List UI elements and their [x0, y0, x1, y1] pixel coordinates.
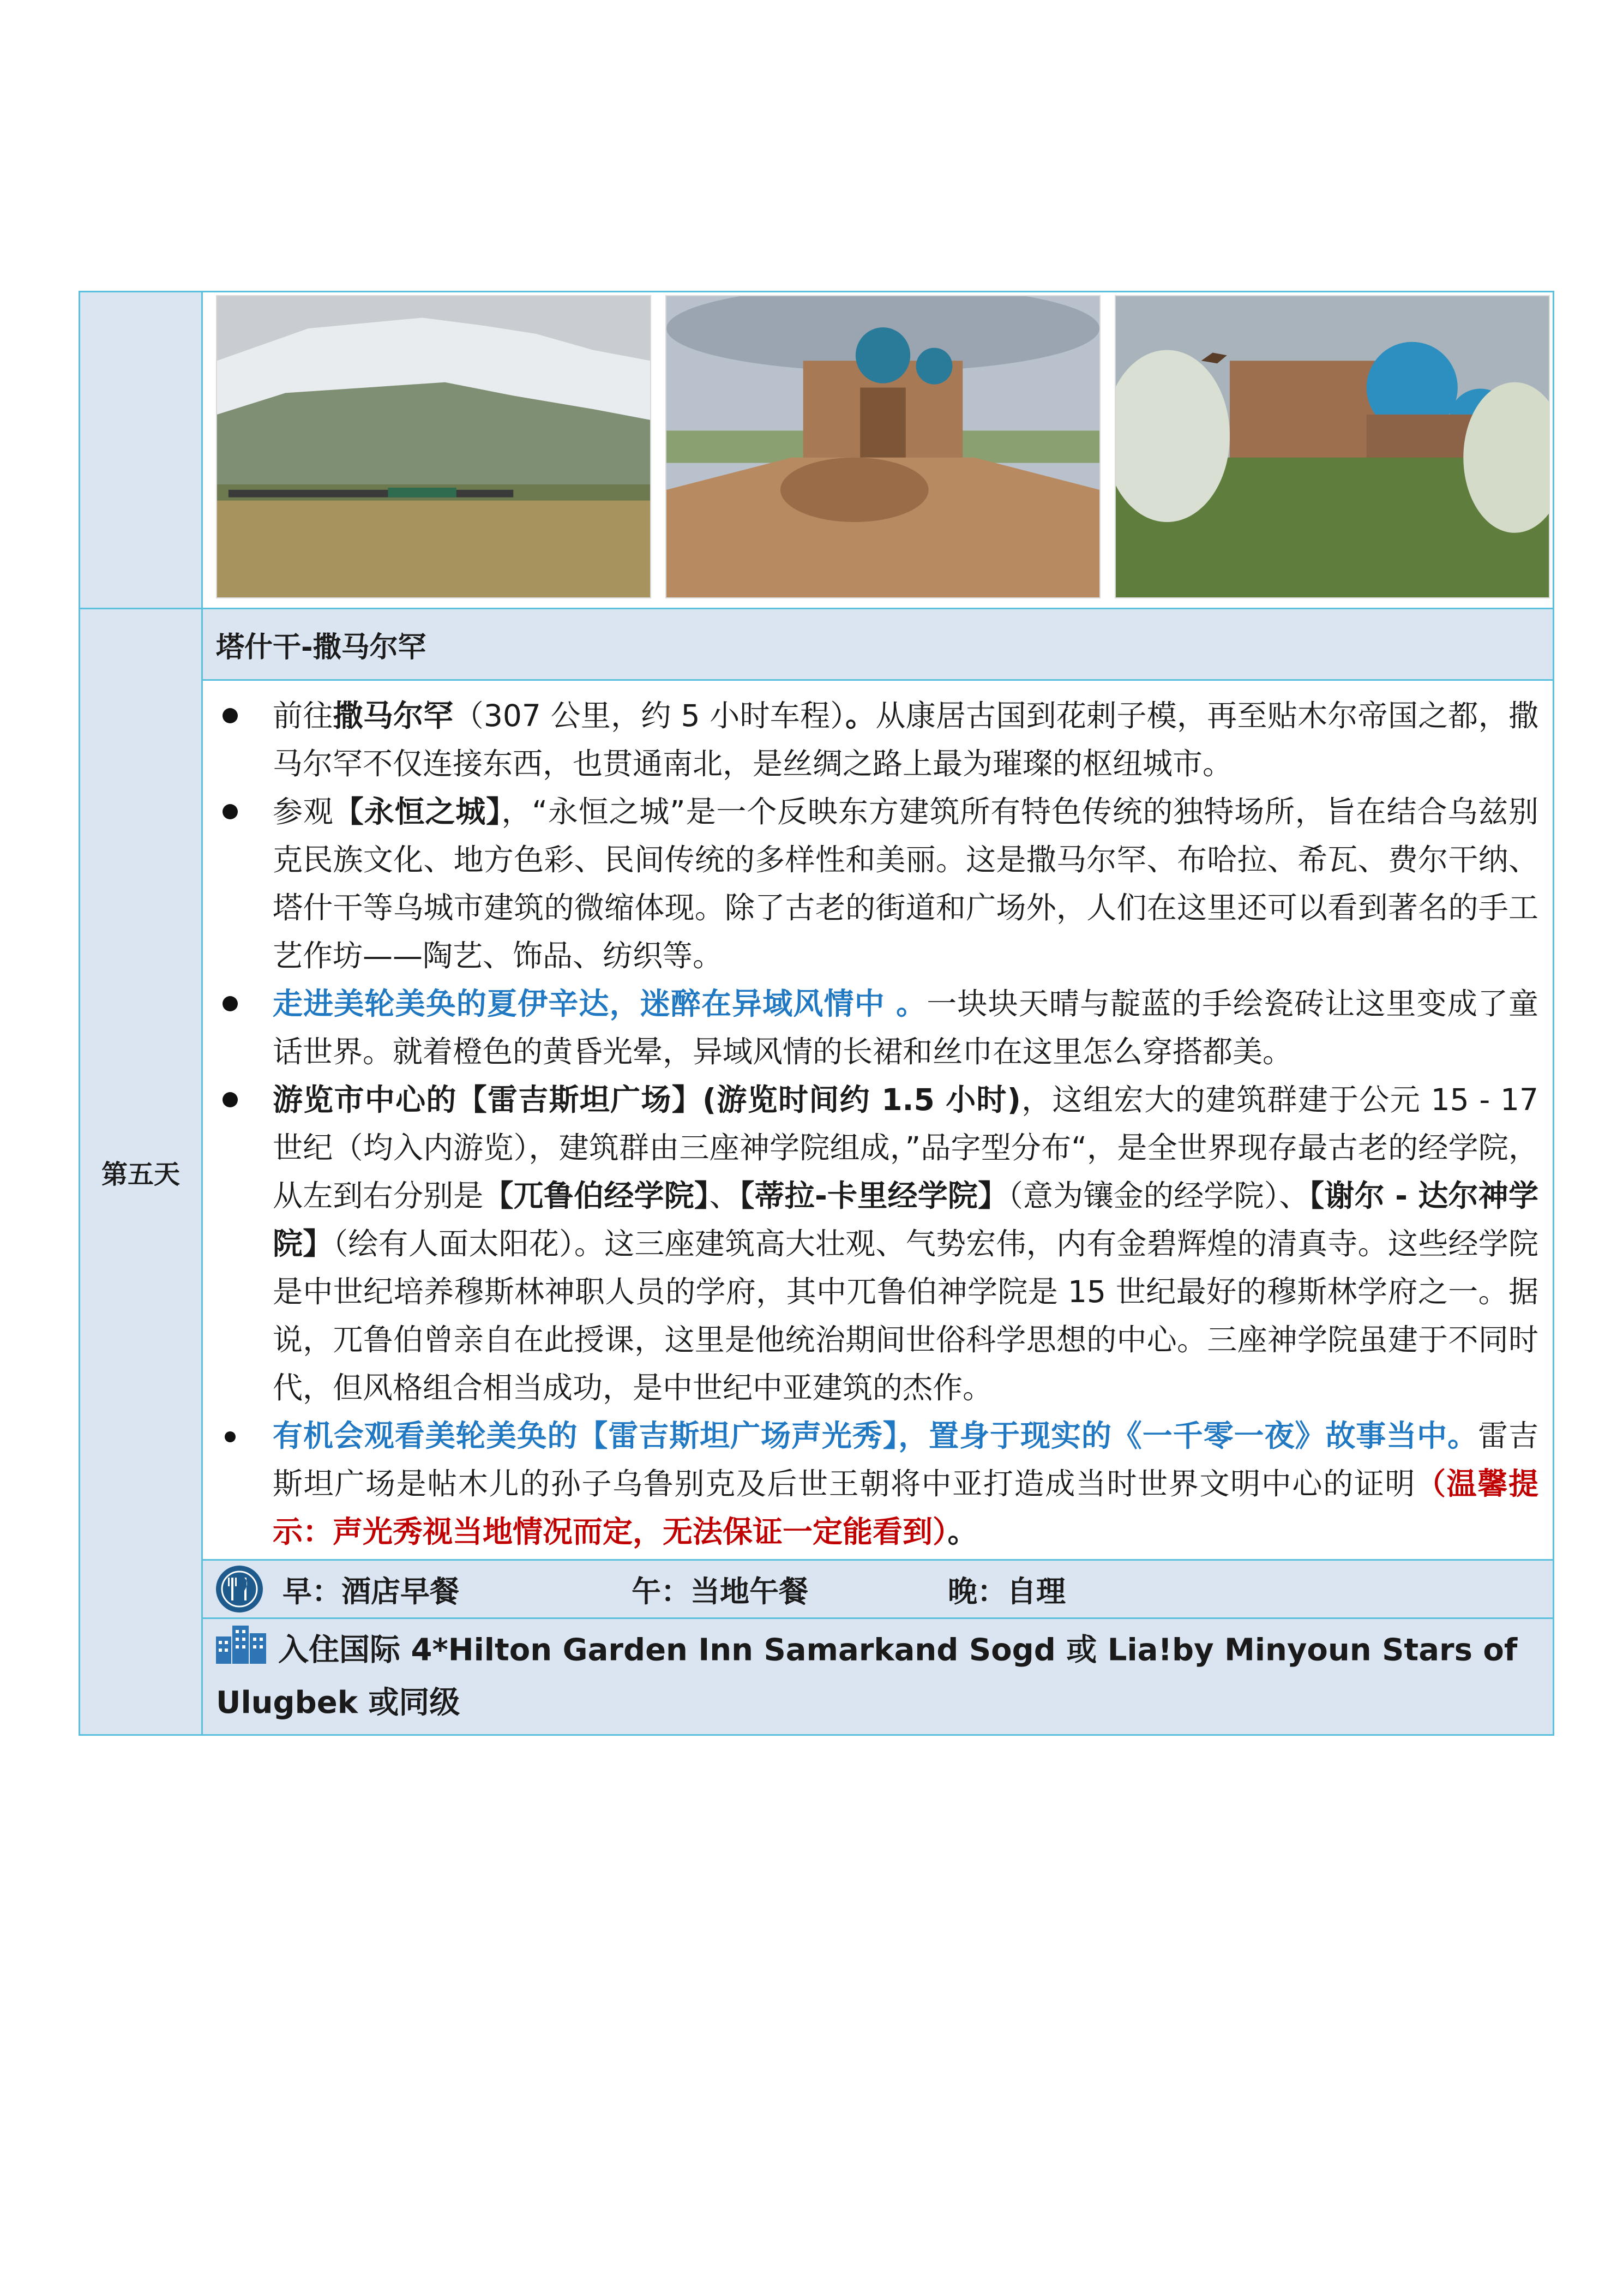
- list-item: 走进美轮美奂的夏伊辛达，迷醉在异域风情中 。一块块天晴与靛蓝的手绘瓷砖让这里变成了童话世界。就着橙色的黄昏光晕，异域风情的长裙和丝巾在这里怎么穿搭都美。: [216, 980, 1538, 1076]
- itinerary-table: [79, 291, 1554, 1736]
- photo-row: [80, 292, 1554, 609]
- day-cell-top: [80, 292, 202, 609]
- title-row: [80, 609, 1554, 680]
- lunch-label: 午：当地午餐: [632, 1574, 808, 1609]
- bullet-icon: [216, 1412, 273, 1556]
- list-item: 前往撒马尔罕（307 公里，约 5 小时车程）。从康居古国到花剌子模，再至贴木尔帝国之都，撒马尔罕不仅连接东西，也贯通南北，是丝绸之路上最为璀璨的枢纽城市。: [216, 692, 1538, 788]
- fork-knife-icon: [216, 1566, 263, 1612]
- blue-dome-photo: [1115, 295, 1550, 598]
- hotel-cell: [202, 1618, 1554, 1735]
- bullet-icon: [216, 1076, 273, 1412]
- breakfast-label: 早：酒店早餐: [282, 1574, 459, 1609]
- mausoleum-photo: [665, 295, 1101, 598]
- hotel-row: [80, 1618, 1554, 1735]
- content-cell: [202, 680, 1554, 1560]
- bullet-icon: [216, 788, 273, 980]
- dinner-label: 晚：自理: [948, 1574, 1066, 1609]
- meal-cell: [202, 1560, 1554, 1618]
- list-item: 参观【永恒之城】，“永恒之城”是一个反映东方建筑所有特色传统的独特场所，旨在结合乌兹别克民族文化、地方色彩、民间传统的多样性和美丽。这是撒马尔罕、布哈拉、希瓦、费尔干纳、塔什干等乌城市建筑的微缩体现。除了古老的街道和广场外，人们在这里还可以看到著名的手工艺作坊——陶艺、饰品、纺织等。: [216, 788, 1538, 980]
- photo-cell: [202, 292, 1554, 609]
- snowy-mountain-photo: [216, 295, 651, 598]
- meal-row: [80, 1560, 1554, 1618]
- bullet-icon: [216, 980, 273, 1076]
- route-title: 塔什干-撒马尔罕: [202, 609, 1554, 680]
- list-item: 有机会观看美轮美奂的【雷吉斯坦广场声光秀】，置身于现实的《一千零一夜》故事当中。雷吉斯坦广场是帖木儿的孙子乌鲁别克及后世王朝将中亚打造成当时世界文明中心的证明（温馨提示：声光秀视当地情况而定，无法保证一定能看到）。: [216, 1412, 1538, 1556]
- bullet-icon: [216, 692, 273, 788]
- day-label: 第五天: [80, 609, 202, 1735]
- content-row: [80, 680, 1554, 1560]
- hotel-building-icon: [216, 1626, 266, 1678]
- list-item: 游览市中心的【雷吉斯坦广场】(游览时间约 1.5 小时)，这组宏大的建筑群建于公元 15 - 17 世纪（均入内游览），建筑群由三座神学院组成，”品字型分布“，是全世界现存最古老的经学院，从左到右分别是【兀鲁伯经学院】、【蒂拉-卡里经学院】（意为镶金的经学院）、【谢尔 - 达尔神学院】（绘有人面太阳花）。这三座建筑高大壮观、气势宏伟，内有金碧辉煌的清真寺。这些经学院是中世纪培养穆斯林神职人员的学府，其中兀鲁伯神学院是 15 世纪最好的穆斯林学府之一。据说，兀鲁伯曾亲自在此授课，这里是他统治期间世俗科学思想的中心。三座神学院虽建于不同时代，但风格组合相当成功，是中世纪中亚建筑的杰作。: [216, 1076, 1538, 1412]
- hotel-text: 入住国际 4*Hilton Garden Inn Samarkand Sogd 或 Lia!by Minyoun Stars of Ulugbek 或同级: [216, 1632, 1518, 1720]
